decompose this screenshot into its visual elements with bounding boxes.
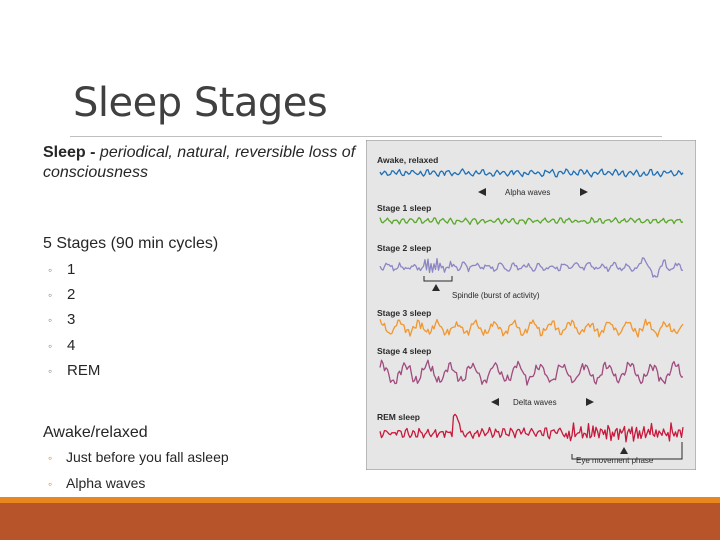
list-item (48, 307, 100, 332)
awake-point: Just before you fall asleep (66, 449, 229, 465)
slide-title: Sleep Stages (73, 80, 328, 126)
label-spindle: Spindle (burst of activity) (452, 291, 540, 300)
bullet-icon: ◦ (48, 263, 53, 277)
footer-bar (0, 503, 720, 540)
eeg-figure (366, 140, 696, 470)
bullet-icon: ◦ (48, 313, 53, 328)
stage-label: 2 (67, 286, 76, 304)
bullet-icon: ◦ (48, 477, 53, 491)
label-stage3: Stage 3 sleep (377, 308, 432, 318)
list-item (48, 444, 229, 470)
awake-list (48, 444, 229, 496)
list-item (48, 470, 229, 496)
bullet-icon: ◦ (48, 288, 53, 303)
label-alpha: Alpha waves (505, 188, 551, 197)
bullet-icon: ◦ (48, 363, 53, 378)
bullet-icon: ◦ (48, 451, 53, 465)
awake-point: Alpha waves (66, 475, 146, 491)
list-item (48, 333, 100, 358)
title-divider (70, 136, 662, 137)
list-item (48, 282, 100, 307)
definition-text: periodical, natural, reversible loss of consciousness (43, 144, 356, 181)
label-stage1: Stage 1 sleep (377, 203, 432, 213)
bullet-icon: ◦ (48, 338, 53, 353)
stage-label: REM (67, 361, 101, 379)
sleep-definition (43, 143, 363, 183)
label-eye: Eye movement phase (576, 456, 654, 465)
stage-label: 4 (67, 336, 76, 354)
label-rem: REM sleep (377, 412, 420, 422)
stages-list (48, 257, 100, 383)
stages-heading: 5 Stages (90 min cycles) (43, 235, 219, 252)
label-stage2: Stage 2 sleep (377, 243, 432, 253)
label-awake: Awake, relaxed (377, 155, 439, 165)
label-delta: Delta waves (513, 398, 557, 407)
awake-heading: Awake/relaxed (43, 424, 148, 441)
definition-term: Sleep - (43, 144, 96, 161)
label-stage4: Stage 4 sleep (377, 346, 432, 356)
list-item (48, 257, 100, 282)
stage-label: 1 (67, 261, 76, 278)
stage-label: 3 (67, 311, 76, 329)
list-item (48, 358, 100, 383)
